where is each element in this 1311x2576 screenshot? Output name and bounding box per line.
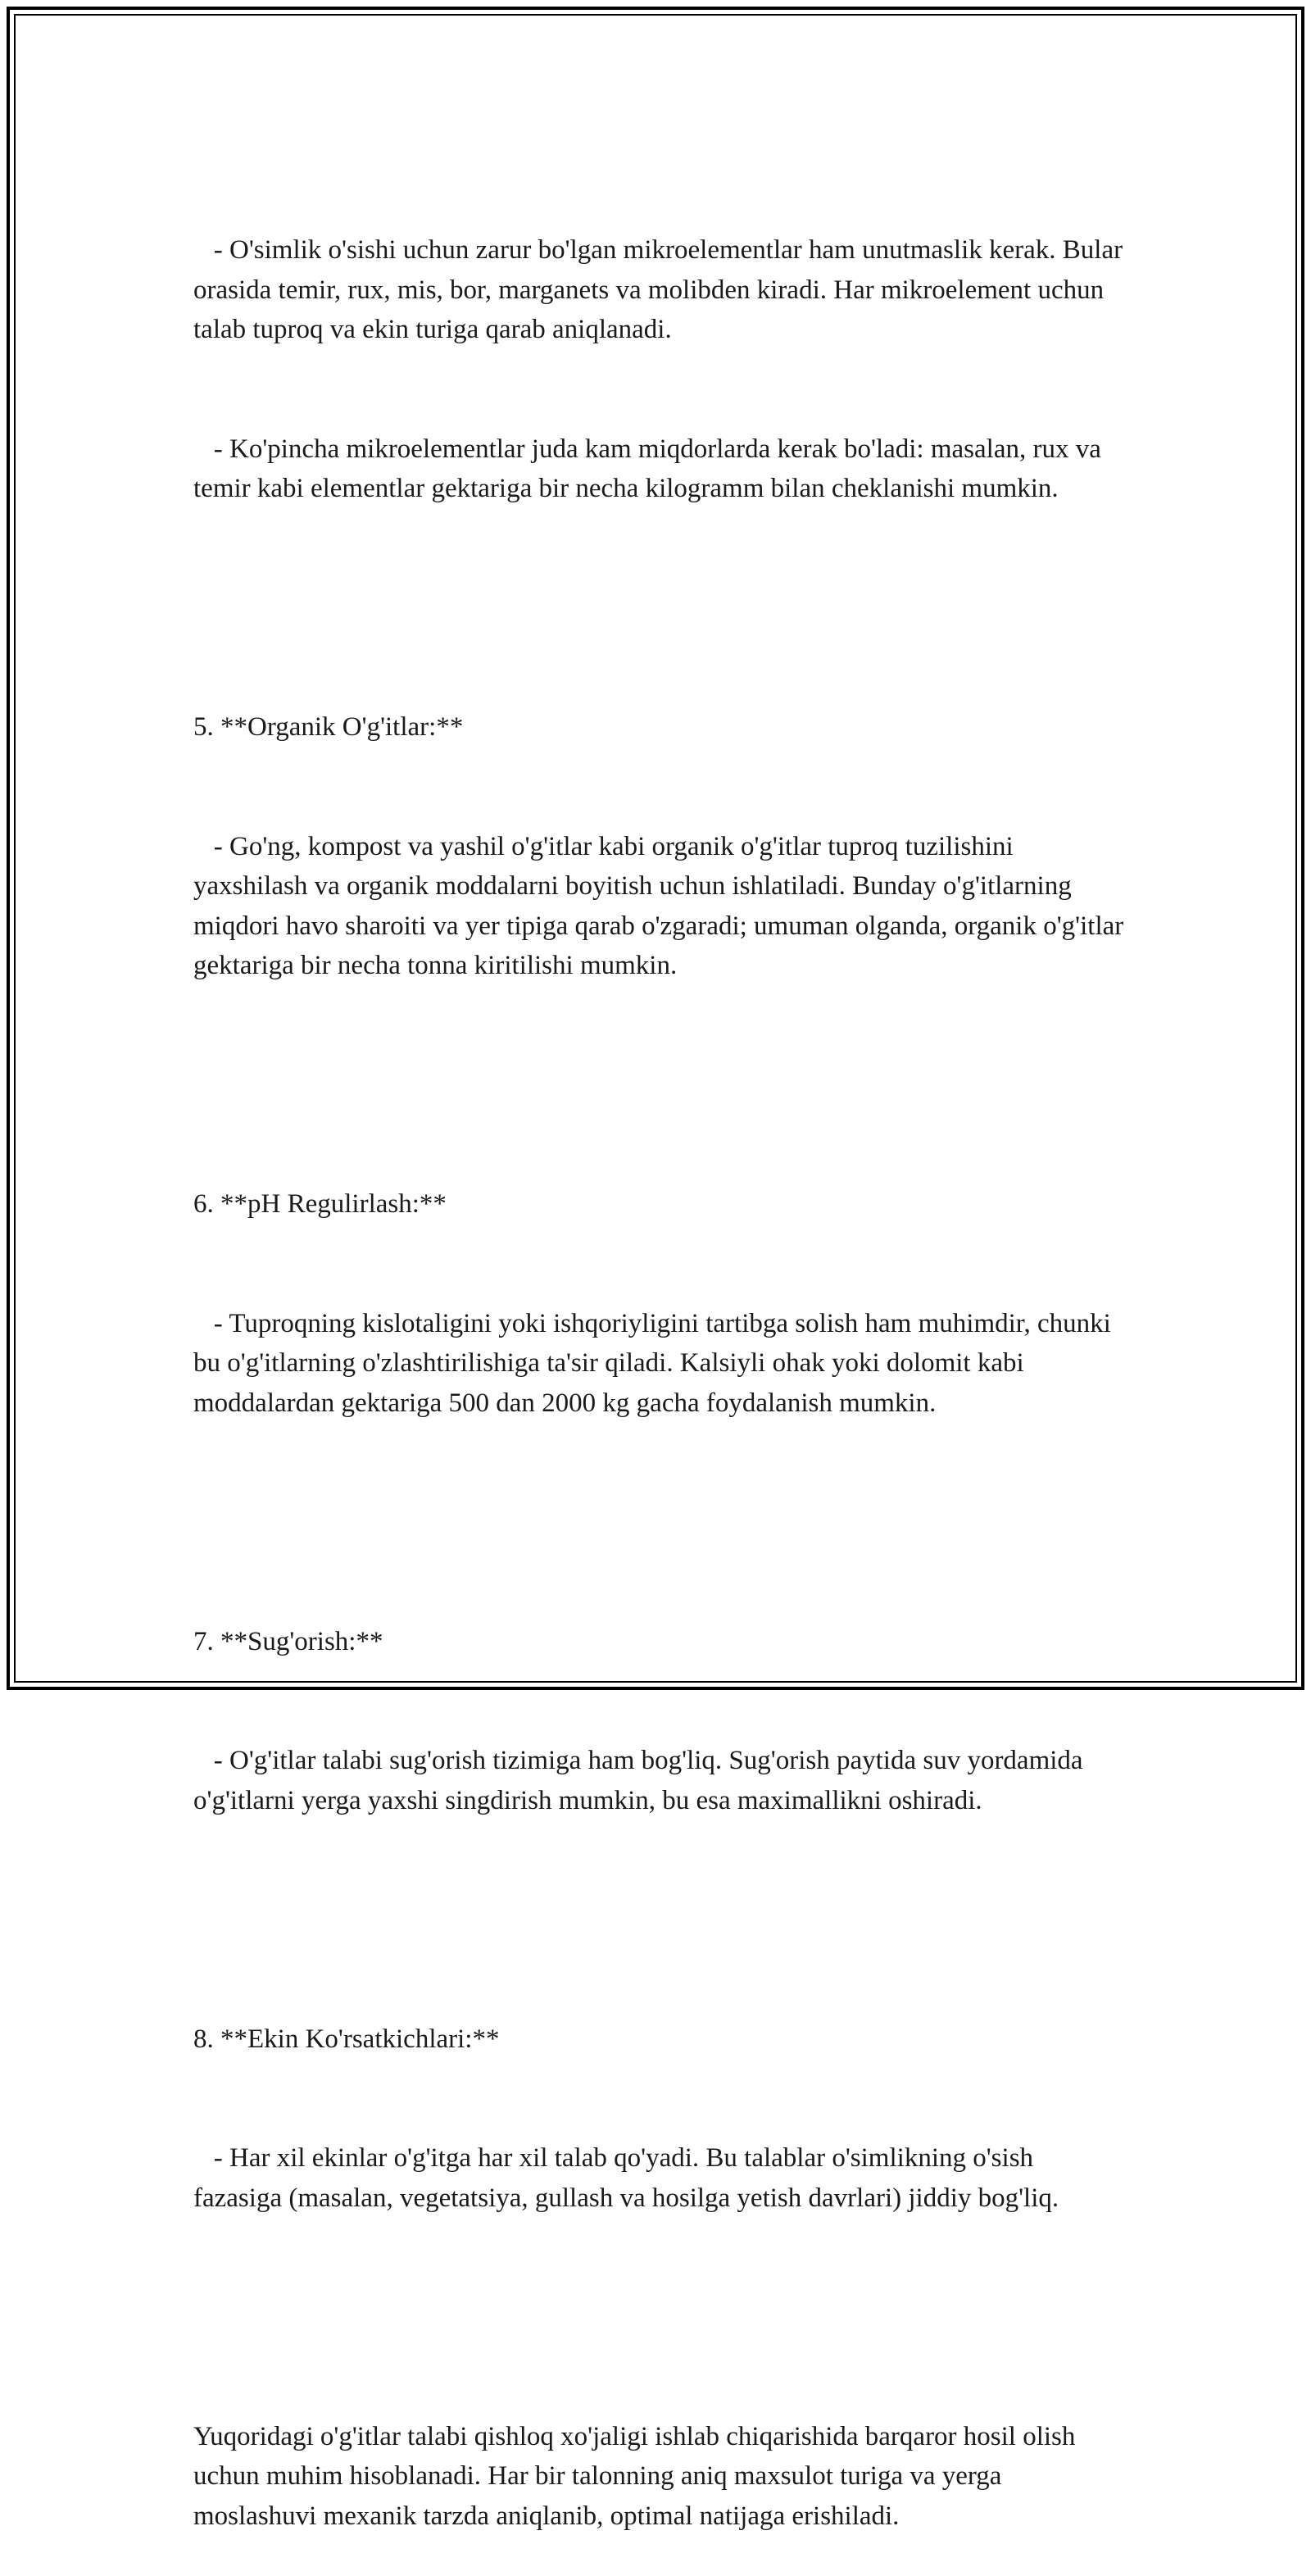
section-5-heading: 5. **Organik O'g'itlar:** xyxy=(193,712,464,742)
spacer xyxy=(193,1065,1127,1106)
section-5-paragraph: - Go'ng, kompost va yashil o'g'itlar kabi organik o'g'itlar tuproq tuzilishini yaxshilash va organik moddalarni boyitish uchun ishlatiladi. Bunday o'g'itlarning miqdori havo sharoiti va yer tipiga qarab o'zgaradi; umuman olganda, organik o'g'itlar gektariga bir necha tonna kiritilishi mumkin. xyxy=(193,831,1131,980)
section-7-heading: 7. **Sug'orish:** xyxy=(193,1626,383,1656)
section-7-paragraph: - O'g'itlar talabi sug'orish tizimiga ham bog'liq. Sug'orish paytida suv yordamida o'g'itlarni yerga yaxshi singdirish mumkin, bu esa maximallikni oshiradi. xyxy=(193,1746,1090,1815)
document-body xyxy=(193,151,1131,2576)
spacer xyxy=(193,1502,1127,1542)
spacer xyxy=(193,588,1127,629)
conclusion-paragraph: Yuqoridagi o'g'itlar talabi qishloq xo'jaligi ishlab chiqarishida barqaror hosil olish uchun muhim hisoblanadi. Har bir talonning aniq maxsulot turiga va yerga moslashuvi mexanik tarzda aniqlanib, optimal natijaga erishiladi. xyxy=(193,2421,1082,2531)
section-8-heading: 8. **Ekin Ko'rsatkichlari:** xyxy=(193,2024,500,2054)
section-6-paragraph: - Tuproqning kislotaligini yoki ishqoriyligini tartibga solish ham muhimdir, chunki bu o'g'itlarning o'zlashtirilishiga ta'sir qiladi. Kalsiyli ohak yoki dolomit kabi moddalardan gektariga 500 dan 2000 kg gacha foydalanish mumkin. xyxy=(193,1308,1118,1418)
section-8-paragraph: - Har xil ekinlar o'g'itga har xil talab qo'yadi. Bu talablar o'simlikning o'sish fazasiga (masalan, vegetatsiya, gullash va hosilga yetish davrlari) jiddiy bog'liq. xyxy=(193,2143,1059,2213)
microelements-paragraph-2: - Ko'pincha mikroelementlar juda kam miqdorlarda kerak bo'ladi: masalan, rux va temir kabi elementlar gektariga bir necha kilogramm bilan cheklanishi mumkin. xyxy=(193,434,1109,503)
spacer xyxy=(193,1900,1127,1940)
section-6-heading: 6. **pH Regulirlash:** xyxy=(193,1189,447,1219)
microelements-paragraph-1: - O'simlik o'sishi uchun zarur bo'lgan mikroelementlar ham unutmaslik kerak. Bular orasida temir, rux, mis, bor, marganets va molibden kiradi. Har mikroelement uchun talab tuproq va ekin turiga qarab aniqlanadi. xyxy=(193,235,1130,344)
spacer xyxy=(193,2297,1127,2337)
